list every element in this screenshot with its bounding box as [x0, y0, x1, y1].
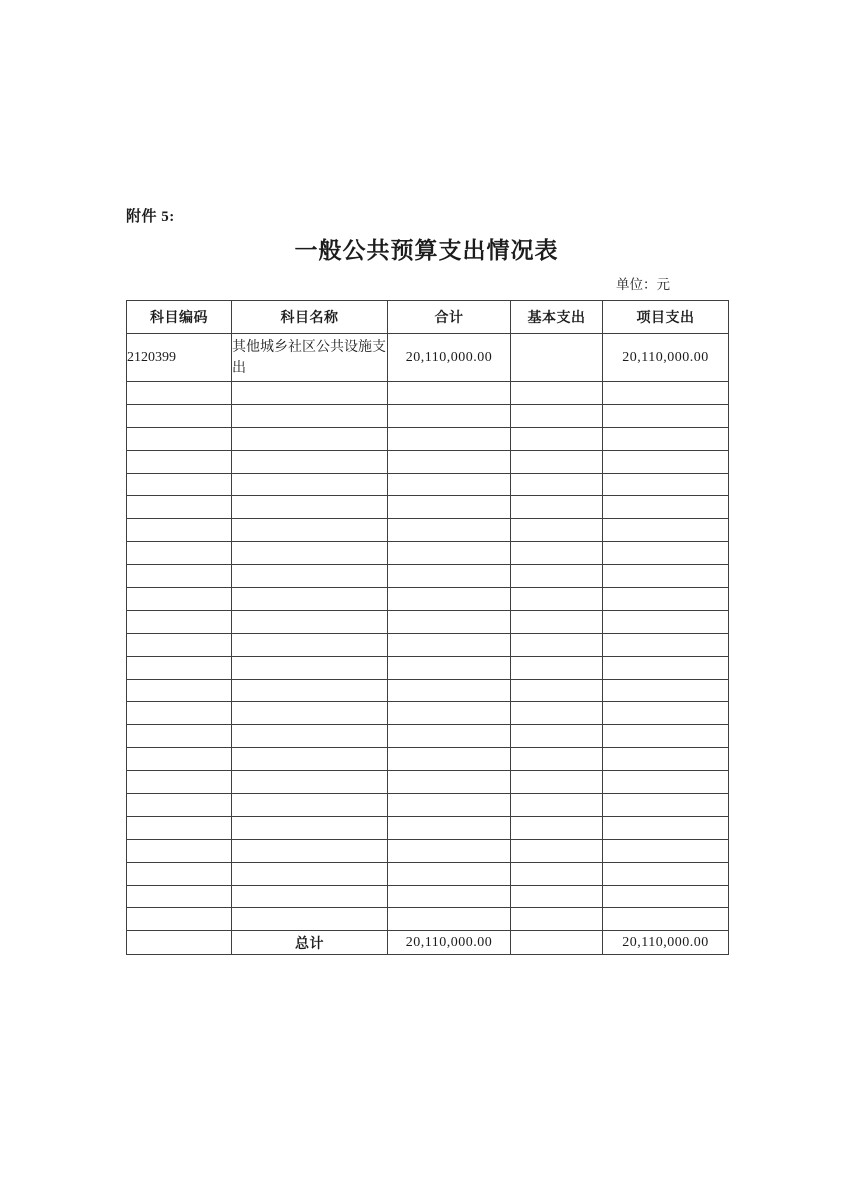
empty-cell: [232, 794, 388, 817]
empty-cell: [232, 816, 388, 839]
empty-cell: [388, 473, 511, 496]
empty-cell: [388, 542, 511, 565]
empty-cell: [232, 496, 388, 519]
empty-table-row: [127, 473, 729, 496]
empty-cell: [388, 519, 511, 542]
empty-table-row: [127, 885, 729, 908]
empty-cell: [511, 885, 603, 908]
empty-cell: [511, 725, 603, 748]
attachment-label: 附件 5:: [126, 209, 175, 225]
empty-cell: [511, 427, 603, 450]
empty-cell: [388, 427, 511, 450]
empty-cell: [603, 473, 729, 496]
empty-cell: [603, 542, 729, 565]
empty-cell: [127, 542, 232, 565]
empty-cell: [511, 771, 603, 794]
empty-table-row: [127, 404, 729, 427]
empty-cell: [127, 794, 232, 817]
empty-cell: [388, 565, 511, 588]
empty-cell: [127, 816, 232, 839]
empty-cell: [388, 633, 511, 656]
empty-cell: [388, 679, 511, 702]
empty-cell: [127, 633, 232, 656]
empty-cell: [603, 382, 729, 405]
empty-cell: [511, 794, 603, 817]
cell-footer-project: 20,110,000.00: [603, 931, 729, 955]
header-subject-code: 科目编码: [127, 301, 232, 334]
empty-cell: [388, 450, 511, 473]
empty-cell: [127, 771, 232, 794]
header-basic-expenditure: 基本支出: [511, 301, 603, 334]
empty-cell: [388, 382, 511, 405]
empty-table-row: [127, 816, 729, 839]
empty-cell: [232, 771, 388, 794]
empty-cell: [603, 771, 729, 794]
empty-cell: [603, 794, 729, 817]
empty-cell: [511, 702, 603, 725]
empty-cell: [127, 382, 232, 405]
empty-cell: [232, 633, 388, 656]
empty-cell: [232, 427, 388, 450]
table-total-row: [127, 931, 729, 955]
empty-table-row: [127, 748, 729, 771]
empty-table-row: [127, 679, 729, 702]
empty-cell: [127, 404, 232, 427]
empty-cell: [511, 679, 603, 702]
empty-cell: [127, 519, 232, 542]
empty-cell: [127, 725, 232, 748]
cell-footer-label: 总计: [232, 931, 388, 955]
empty-table-row: [127, 794, 729, 817]
empty-cell: [232, 404, 388, 427]
empty-cell: [232, 656, 388, 679]
empty-cell: [511, 450, 603, 473]
empty-cell: [603, 725, 729, 748]
empty-cell: [511, 473, 603, 496]
empty-cell: [232, 473, 388, 496]
empty-cell: [232, 908, 388, 931]
empty-cell: [127, 702, 232, 725]
empty-cell: [127, 885, 232, 908]
cell-footer-basic: [511, 931, 603, 955]
empty-cell: [603, 519, 729, 542]
empty-table-row: [127, 588, 729, 611]
empty-cell: [603, 610, 729, 633]
empty-cell: [511, 565, 603, 588]
empty-cell: [388, 725, 511, 748]
table-header-row: [127, 301, 729, 334]
empty-cell: [388, 771, 511, 794]
empty-cell: [127, 908, 232, 931]
empty-cell: [388, 610, 511, 633]
empty-cell: [511, 633, 603, 656]
empty-table-row: [127, 565, 729, 588]
empty-cell: [127, 748, 232, 771]
empty-cell: [511, 542, 603, 565]
empty-cell: [388, 885, 511, 908]
empty-cell: [127, 610, 232, 633]
cell-footer-total: 20,110,000.00: [388, 931, 511, 955]
empty-cell: [603, 816, 729, 839]
empty-cell: [232, 862, 388, 885]
empty-cell: [232, 702, 388, 725]
empty-table-row: [127, 542, 729, 565]
budget-expenditure-table: [126, 300, 729, 955]
empty-cell: [603, 427, 729, 450]
empty-cell: [388, 496, 511, 519]
table-body: [127, 334, 729, 931]
empty-cell: [511, 908, 603, 931]
empty-cell: [127, 496, 232, 519]
empty-table-row: [127, 702, 729, 725]
empty-cell: [511, 839, 603, 862]
empty-cell: [127, 839, 232, 862]
empty-cell: [511, 816, 603, 839]
empty-table-row: [127, 725, 729, 748]
empty-cell: [388, 588, 511, 611]
empty-table-row: [127, 496, 729, 519]
empty-cell: [232, 610, 388, 633]
empty-cell: [232, 725, 388, 748]
empty-cell: [511, 588, 603, 611]
empty-cell: [603, 908, 729, 931]
header-project-expenditure: 项目支出: [603, 301, 729, 334]
empty-cell: [127, 565, 232, 588]
empty-cell: [232, 679, 388, 702]
empty-cell: [232, 565, 388, 588]
empty-cell: [511, 382, 603, 405]
empty-cell: [603, 450, 729, 473]
empty-cell: [127, 473, 232, 496]
cell-subject-code: 2120399: [127, 334, 232, 382]
page-title: 一般公共预算支出情况表: [294, 238, 559, 263]
empty-table-row: [127, 382, 729, 405]
empty-cell: [511, 862, 603, 885]
empty-cell: [388, 816, 511, 839]
empty-table-row: [127, 862, 729, 885]
empty-cell: [603, 656, 729, 679]
empty-cell: [603, 839, 729, 862]
empty-cell: [603, 496, 729, 519]
empty-cell: [603, 885, 729, 908]
empty-cell: [603, 702, 729, 725]
empty-cell: [127, 588, 232, 611]
empty-cell: [127, 450, 232, 473]
empty-cell: [603, 404, 729, 427]
empty-cell: [603, 679, 729, 702]
empty-cell: [232, 542, 388, 565]
empty-cell: [603, 565, 729, 588]
empty-cell: [511, 748, 603, 771]
empty-cell: [388, 748, 511, 771]
empty-cell: [232, 748, 388, 771]
empty-table-row: [127, 450, 729, 473]
empty-cell: [127, 679, 232, 702]
empty-cell: [603, 588, 729, 611]
empty-table-row: [127, 633, 729, 656]
empty-table-row: [127, 519, 729, 542]
empty-cell: [388, 794, 511, 817]
cell-project: 20,110,000.00: [603, 334, 729, 382]
cell-footer-code: [127, 931, 232, 955]
empty-cell: [232, 588, 388, 611]
table-row: [127, 334, 729, 382]
empty-cell: [388, 656, 511, 679]
empty-cell: [603, 633, 729, 656]
empty-table-row: [127, 839, 729, 862]
empty-cell: [232, 839, 388, 862]
empty-cell: [127, 862, 232, 885]
empty-cell: [388, 404, 511, 427]
empty-cell: [232, 519, 388, 542]
cell-total: 20,110,000.00: [388, 334, 511, 382]
empty-table-row: [127, 427, 729, 450]
cell-basic: [511, 334, 603, 382]
empty-cell: [232, 885, 388, 908]
empty-cell: [511, 519, 603, 542]
empty-cell: [511, 404, 603, 427]
empty-cell: [388, 839, 511, 862]
empty-cell: [232, 382, 388, 405]
header-subject-name: 科目名称: [232, 301, 388, 334]
empty-cell: [511, 656, 603, 679]
empty-table-row: [127, 610, 729, 633]
unit-label: 单位：元: [616, 277, 670, 292]
empty-table-row: [127, 656, 729, 679]
empty-cell: [388, 908, 511, 931]
empty-table-row: [127, 908, 729, 931]
empty-cell: [127, 427, 232, 450]
empty-cell: [127, 656, 232, 679]
empty-cell: [232, 450, 388, 473]
empty-cell: [388, 702, 511, 725]
cell-subject-name: 其他城乡社区公共设施支出: [232, 334, 388, 382]
empty-cell: [603, 862, 729, 885]
empty-cell: [511, 610, 603, 633]
empty-cell: [388, 862, 511, 885]
header-total: 合计: [388, 301, 511, 334]
empty-table-row: [127, 771, 729, 794]
empty-cell: [511, 496, 603, 519]
empty-cell: [603, 748, 729, 771]
